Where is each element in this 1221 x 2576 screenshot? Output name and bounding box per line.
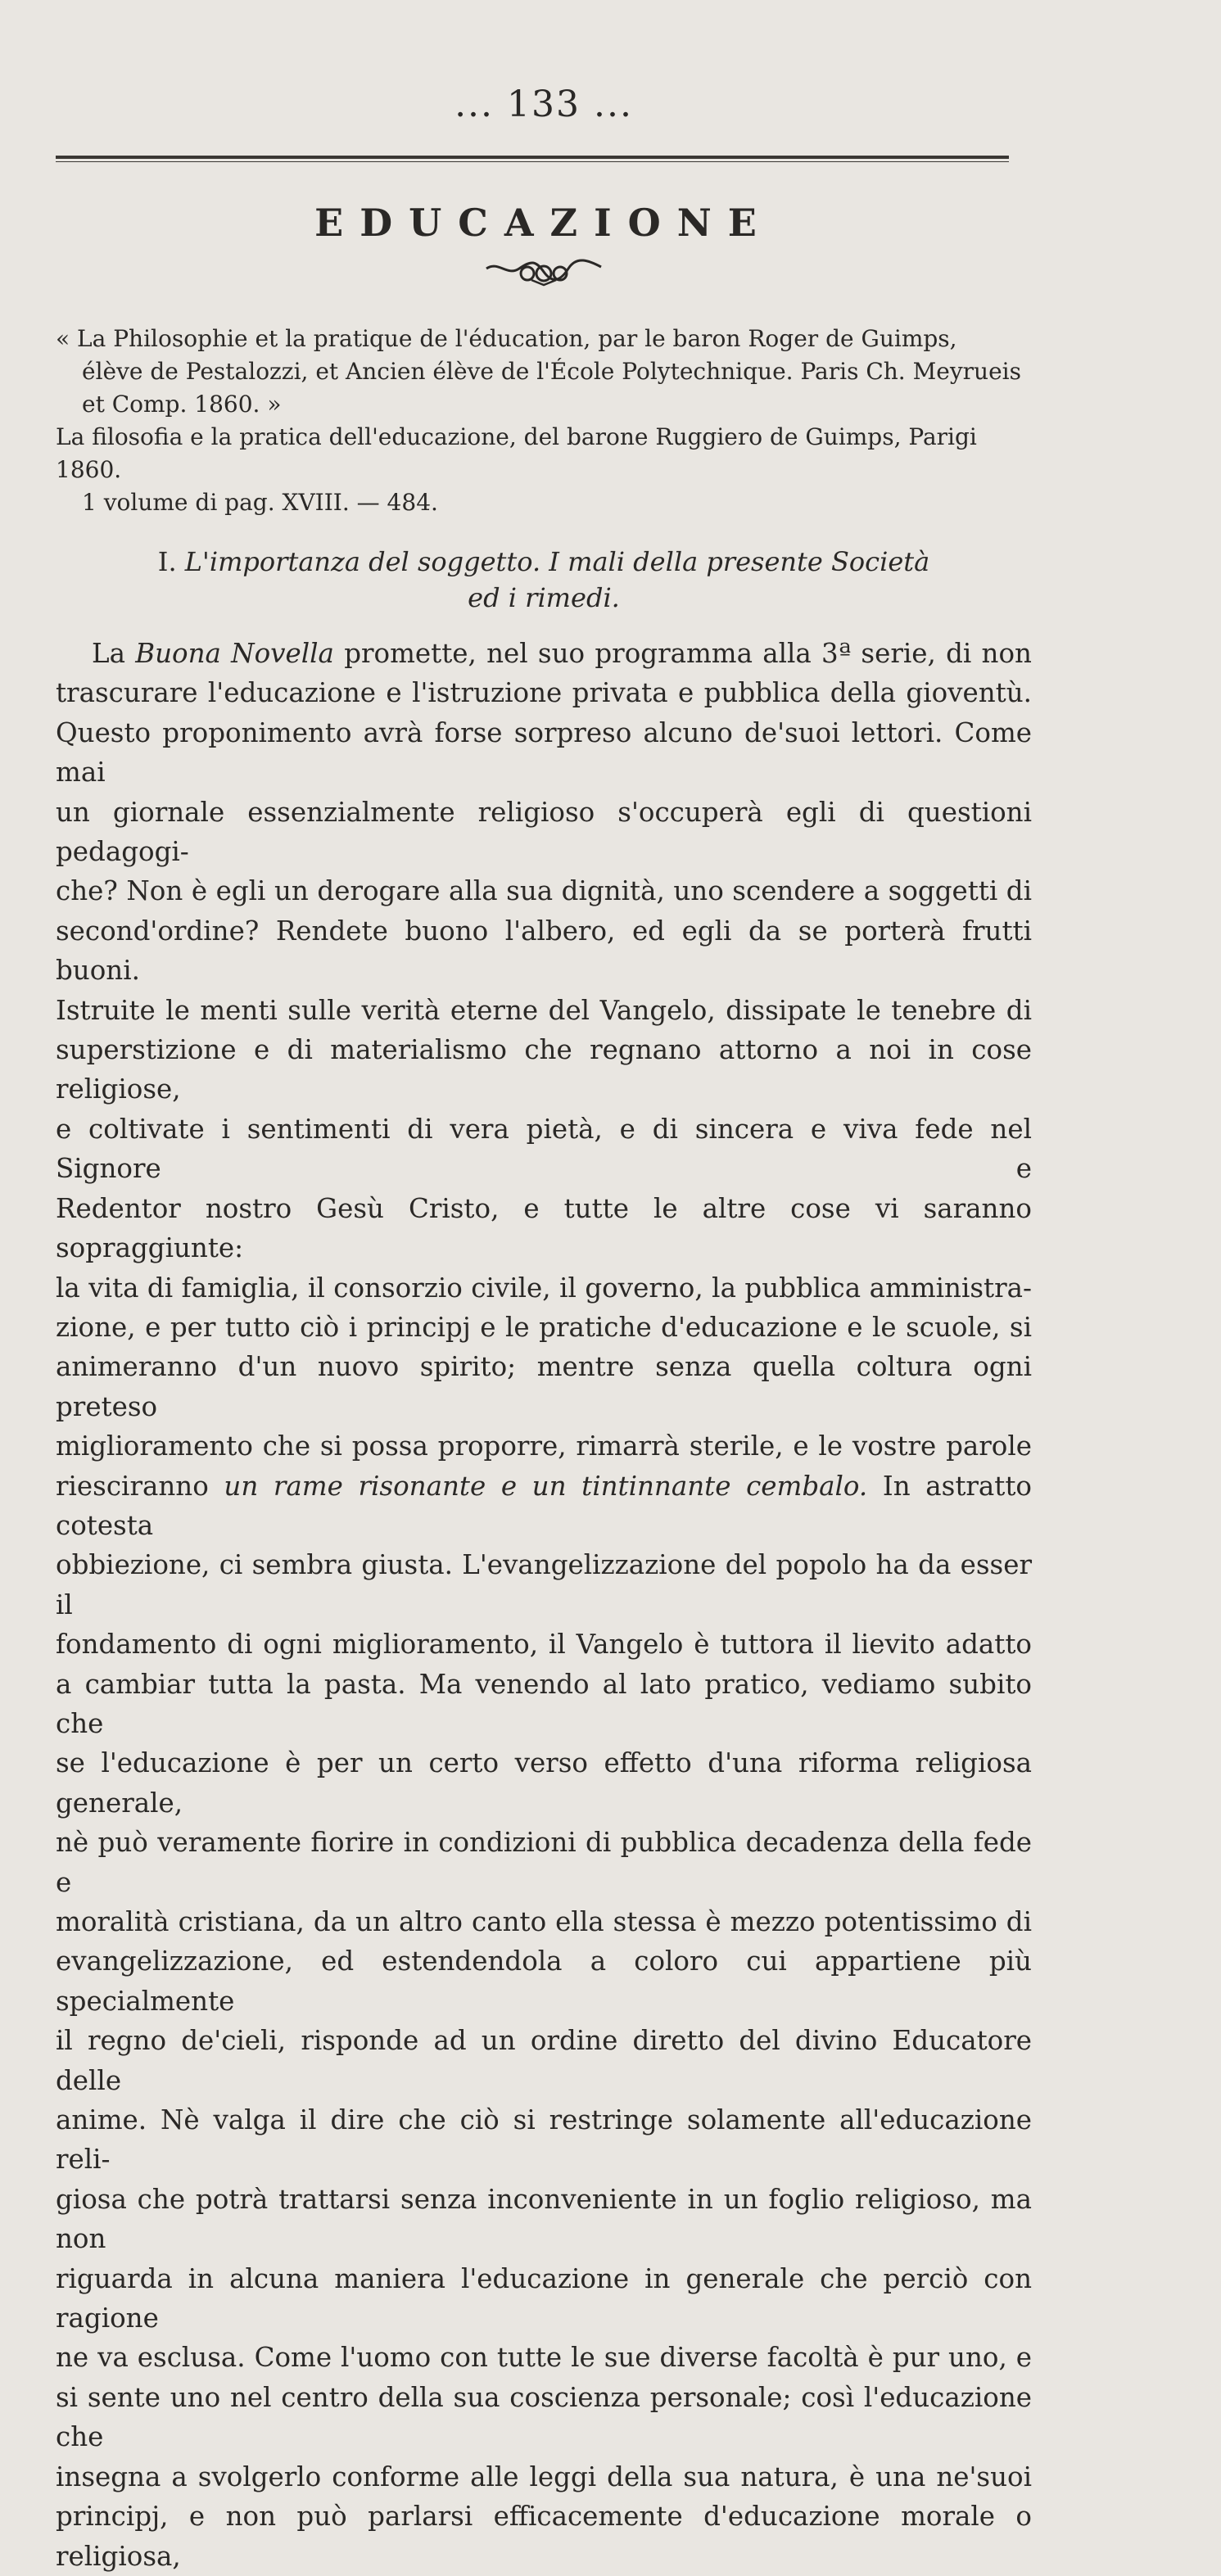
text-line: anime. Nè valga il dire che ciò si restringe solamente all'educazione reli-: [56, 2104, 1032, 2176]
flourish-ornament-icon: [482, 255, 605, 288]
book-page: [56, 79, 1032, 2576]
text-line: animeranno d'un nuovo spirito; mentre senza quella coltura ogni preteso: [56, 1351, 1032, 1422]
text-line: nè può veramente fiorire in condizioni di pubblica decadenza della fede e: [56, 1827, 1032, 1898]
text-line: e coltivate i sentimenti di vera pietà, e di sincera e viva fede nel Signore e: [56, 1113, 1032, 1185]
text-line: principj, e non può parlarsi efficacemente d'educazione morale o religiosa,: [56, 2501, 1032, 2572]
text-line: la vita di famiglia, il consorzio civile, il governo, la pubblica amministra-: [56, 1272, 1032, 1304]
header-rule: [56, 156, 1009, 162]
text-line: a cambiar tutta la pasta. Ma venendo al lato pratico, vediamo subito che: [56, 1668, 1032, 1739]
text-line: Redentor nostro Gesù Cristo, e tutte le altre cose vi saranno sopraggiunte:: [56, 1192, 1032, 1264]
text-line: moralità cristiana, da un altro canto ella stessa è mezzo potentissimo di: [56, 1906, 1032, 1937]
section-heading: [56, 544, 1032, 616]
text-line: second'ordine? Rendete buono l'albero, ed egli da se porterà frutti buoni.: [56, 915, 1032, 987]
bibliography-french-line: élève de Pestalozzi, et Ancien élève de l'École Polytechnique. Paris Ch. Meyrueis: [82, 358, 1021, 385]
body-paragraph: [56, 634, 1032, 2576]
bibliography-french-line: « La Philosophie et la pratique de l'éducation, par le baron Roger de Guimps,: [56, 325, 957, 352]
text-line: se l'educazione è per un certo verso effetto d'una riforma religiosa generale,: [56, 1747, 1032, 1819]
text-line: obbiezione, ci sembra giusta. L'evangelizzazione del popolo ha da esser il: [56, 1549, 1032, 1620]
section-numeral: I.: [157, 546, 177, 577]
text-line: insegna a svolgerlo conforme alle leggi della sua natura, è una ne'suoi: [56, 2461, 1032, 2492]
page-number: ... 133 ...: [454, 84, 633, 125]
text-line: Questo proponimento avrà forse sorpreso alcuno de'suoi lettori. Come mai: [56, 716, 1032, 789]
text-line: riesciranno un rame risonante e un tintinnante cembalo. In astratto cotesta: [56, 1470, 1032, 1541]
text-line: miglioramento che si possa proporre, rimarrà sterile, e le vostre parole: [56, 1430, 1032, 1462]
text-line: si sente uno nel centro della sua coscienza personale; così l'educazione che: [56, 2381, 1032, 2453]
chapter-title: EDUCAZIONE: [314, 201, 773, 245]
text-line: che? Non è egli un derogare alla sua dignità, uno scendere a soggetti di: [56, 875, 1032, 907]
section-title-line: L'importanza del soggetto. I mali della presente Società: [184, 546, 930, 577]
text-line: superstizione e di materialismo che regnano attorno a noi in cose religiose,: [56, 1034, 1032, 1105]
text-line: evangelizzazione, ed estendendola a coloro cui appartiene più specialmente: [56, 1946, 1032, 2017]
text-line: trascurare l'educazione e l'istruzione privata e pubblica della gioventù.: [56, 677, 1032, 709]
text-line: riguarda in alcuna maniera l'educazione in generale che perciò con ragione: [56, 2262, 1032, 2334]
text-line: ne va esclusa. Come l'uomo con tutte le sue diverse facoltà è pur uno, e: [56, 2342, 1032, 2374]
section-title-line: ed i rimedi.: [468, 582, 620, 613]
text-line: Istruite le menti sulle verità eterne del Vangelo, dissipate le tenebre di: [56, 994, 1032, 1026]
text-line: il regno de'cieli, risponde ad un ordine diretto del divino Educatore delle: [56, 2025, 1032, 2096]
text-line: un giornale essenzialmente religioso s'occuperà egli di questioni pedagogi-: [56, 796, 1032, 868]
text-line: zione, e per tutto ciò i principj e le pratiche d'educazione e le scuole, si: [56, 1311, 1032, 1343]
text-line: giosa che potrà trattarsi senza inconveniente in un foglio religioso, ma non: [56, 2183, 1032, 2255]
bibliography-french-line: et Comp. 1860. »: [82, 391, 282, 418]
text-line: fondamento di ogni miglioramento, il Vangelo è tuttora il lievito adatto: [56, 1629, 1032, 1661]
text-line: La Buona Novella promette, nel suo programma alla 3ª serie, di non: [92, 638, 1032, 669]
bibliography-italian-line: La filosofia e la pratica dell'educazione, del barone Ruggiero de Guimps, Parigi 1860.: [56, 423, 977, 483]
bibliography-block: [56, 323, 1032, 519]
bibliography-italian-line: 1 volume di pag. XVIII. — 484.: [82, 489, 438, 516]
